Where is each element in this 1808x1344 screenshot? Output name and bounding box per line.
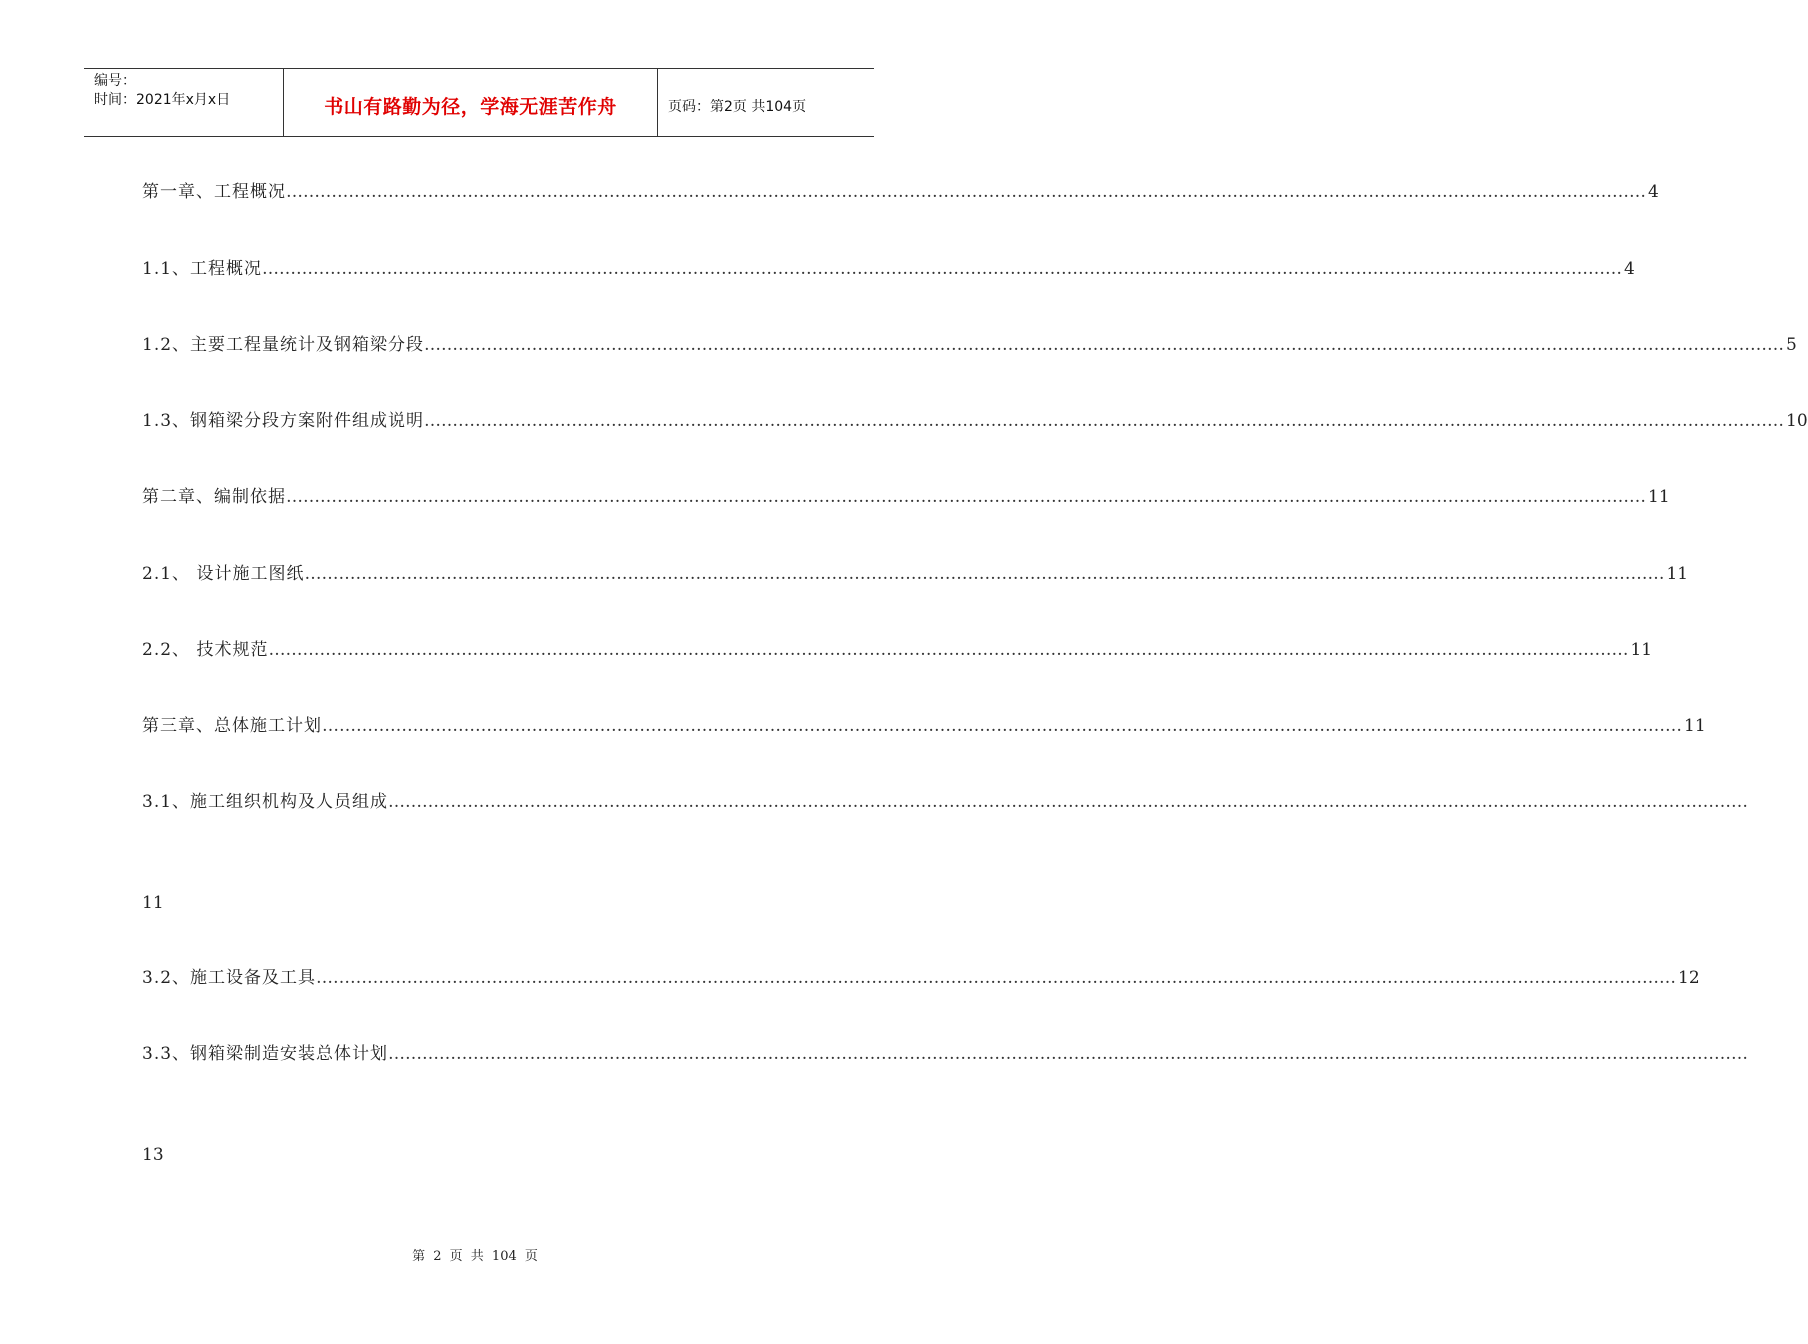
toc-entry-title: 第三章、总体施工计划 <box>142 716 322 736</box>
header-page-info: 页码：第2页 共104页 <box>668 98 807 115</box>
toc-leader: …………………………………………………………………………………………………………………………………………………………………………………………………………………… <box>316 968 1677 988</box>
toc-entry[interactable] <box>142 180 1659 204</box>
toc-entry-page: 11 <box>1666 564 1689 584</box>
toc-leader: …………………………………………………………………………………………………………………………………………………………………………………………………………………… <box>286 487 1646 507</box>
toc-entry[interactable] <box>142 485 1670 509</box>
toc-entry-page: 10 <box>1786 411 1808 431</box>
toc-entry-title: 第二章、编制依据 <box>142 487 286 507</box>
toc-leader: …………………………………………………………………………………………………………………………………………………………………………………………………………………… <box>424 411 1785 431</box>
toc-entry[interactable] <box>142 1042 1749 1066</box>
toc-entry-title: 第一章、工程概况 <box>142 182 286 202</box>
toc-entry-title: 3.3、钢箱梁制造安装总体计划 <box>142 1044 389 1064</box>
toc-entry[interactable] <box>142 333 1797 357</box>
toc-leader: …………………………………………………………………………………………………………………………………………………………………………………………………………………… <box>424 335 1785 355</box>
toc-entry-page: 11 <box>1630 640 1653 660</box>
toc-entry-title: 1.3、钢箱梁分段方案附件组成说明 <box>142 411 425 431</box>
toc-entry[interactable] <box>142 257 1635 281</box>
toc-leader: …………………………………………………………………………………………………………………………………………………………………………………………………………………… <box>388 1044 1749 1064</box>
page-footer: 第 2 页 共 104 页 <box>412 1249 538 1264</box>
header-motto: 书山有路勤为径，学海无涯苦作舟 <box>284 69 658 136</box>
toc-leader: …………………………………………………………………………………………………………………………………………………………………………………………………………………… <box>262 259 1623 279</box>
toc-entry-page: 12 <box>1678 968 1700 988</box>
header-meta <box>84 69 284 136</box>
toc-entry-title: 1.2、主要工程量统计及钢箱梁分段 <box>142 335 425 355</box>
toc-entry[interactable] <box>142 409 1808 433</box>
toc-entry-page: 4 <box>1648 182 1659 202</box>
toc-entry[interactable] <box>142 562 1689 586</box>
toc-entry-title: 3.2、施工设备及工具 <box>142 968 317 988</box>
toc-entry-title: 3.1、施工组织机构及人员组成 <box>142 792 389 812</box>
toc-entry-page: 11 <box>142 893 164 913</box>
toc-entry-title: 2.2、 技术规范 <box>142 640 269 660</box>
page-header <box>84 68 874 137</box>
toc-entry[interactable] <box>142 638 1653 662</box>
toc-leader: …………………………………………………………………………………………………………………………………………………………………………………………………………………… <box>322 716 1682 736</box>
toc-entry-title: 2.1、 设计施工图纸 <box>142 564 305 584</box>
header-time-label: 时间：2021年x月x日 <box>94 92 231 108</box>
toc-entry-page: 5 <box>1786 335 1797 355</box>
toc-entry[interactable] <box>142 966 1700 990</box>
toc-entry[interactable] <box>142 790 1749 814</box>
toc-entry[interactable] <box>142 714 1706 738</box>
header-id-label: 编号： <box>94 73 136 89</box>
toc-entry-title: 1.1、工程概况 <box>142 259 263 279</box>
toc-leader: …………………………………………………………………………………………………………………………………………………………………………………………………………………… <box>304 564 1665 584</box>
toc-leader: …………………………………………………………………………………………………………………………………………………………………………………………………………………… <box>268 640 1629 660</box>
toc-entry-page: 11 <box>1684 716 1706 736</box>
toc-entry-page: 11 <box>1648 487 1670 507</box>
toc-entry-page: 4 <box>1624 259 1635 279</box>
toc-leader: …………………………………………………………………………………………………………………………………………………………………………………………………………………… <box>286 182 1646 202</box>
toc-leader: …………………………………………………………………………………………………………………………………………………………………………………………………………………… <box>388 792 1749 812</box>
toc-entry-page: 13 <box>142 1145 164 1165</box>
